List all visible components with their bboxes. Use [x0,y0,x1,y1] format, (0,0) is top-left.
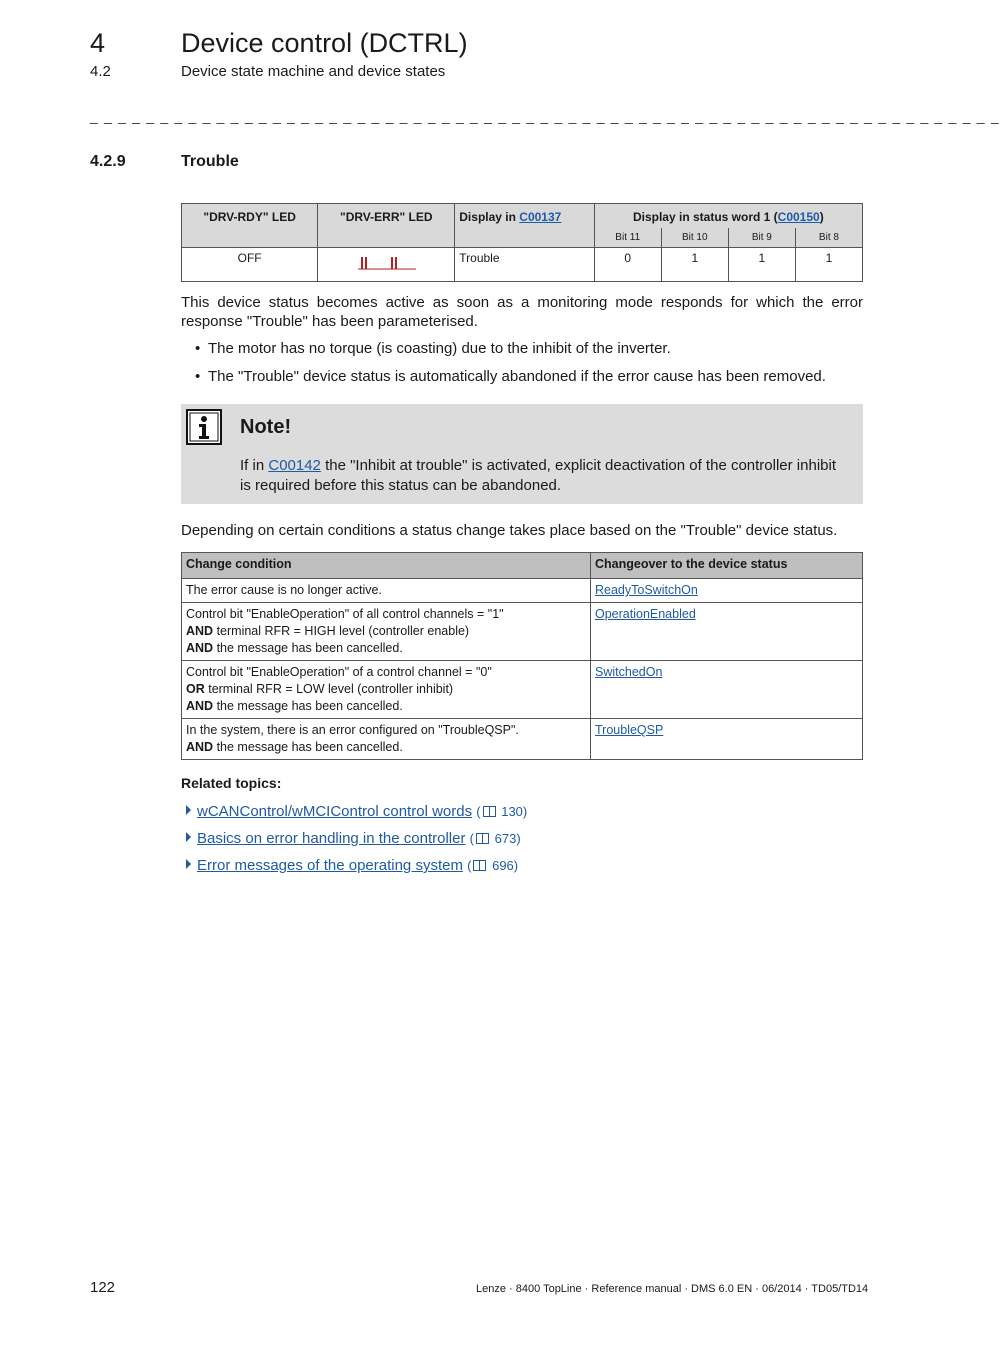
header-display [455,204,594,248]
led-blink-icon [318,248,454,278]
condition-text: terminal RFR = LOW level (controller inhibit) [204,682,454,696]
condition-keyword: AND [186,699,214,713]
table-row [182,661,863,719]
bit-9-value: 1 [728,248,795,282]
target-status-cell [591,719,863,760]
change-condition-cell [182,661,591,719]
footer-page-number: 122 [90,1279,116,1296]
page-ref[interactable]: ( 696) [467,858,519,873]
header-change-condition: Change condition [182,553,591,579]
c00137-link[interactable]: C00137 [519,210,562,224]
note-text-suffix: the "Inhibit at trouble" is activated, explicit deactivation of the controller inhibit is required before this status can be abandoned. [240,457,837,494]
header-drv-rdy: "DRV-RDY" LED [182,204,318,248]
bullet-text: The "Trouble" device status is automatically abandoned if the error cause has been removed. [208,368,826,385]
target-status-link[interactable]: TroubleQSP [595,723,664,737]
condition-line [186,640,586,657]
condition-keyword: AND [186,624,214,638]
section-number: 4.2 [90,63,111,80]
arrow-right-icon [186,859,191,869]
condition-text: the message has been cancelled. [213,699,403,713]
device-status-table [181,203,863,282]
condition-line [186,698,586,715]
related-link[interactable]: Error messages of the operating system [197,857,463,874]
chapter-title: Device control (DCTRL) [181,28,468,58]
bit-8-value: 1 [795,248,862,282]
bit-10-header: Bit 10 [661,228,728,248]
footer-text: Lenze · 8400 TopLine · Reference manual · DMS 6.0 EN · 06/2014 · TD05/TD14 [476,1283,869,1295]
related-link[interactable]: Basics on error handling in the controller [197,830,466,847]
related-link-item[interactable] [186,857,518,874]
bit-10-value: 1 [661,248,728,282]
page-number: 696 [492,858,514,873]
condition-text: the message has been cancelled. [213,740,403,754]
condition-text: Control bit "EnableOperation" of all control channels = "1" [186,607,504,621]
related-link-item[interactable] [186,803,527,820]
condition-keyword: OR [186,682,205,696]
target-status-cell [591,579,863,603]
c00142-link[interactable]: C00142 [268,457,321,474]
header-status-word [594,204,862,228]
intro-paragraph: This device status becomes active as soon as a monitoring mode responds for which the error response "Trouble" has been parameterised. [181,294,863,330]
related-link[interactable]: wCANControl/wMCIControl control words [197,803,473,820]
condition-text: Control bit "EnableOperation" of a control channel = "0" [186,665,492,679]
table-row [182,603,863,661]
change-condition-cell [182,719,591,760]
change-condition-cell [182,603,591,661]
header-display-label: Display in [459,210,520,224]
subsection-number: 4.2.9 [90,153,126,170]
change-condition-table [181,552,863,760]
header-status-word-label: Display in status word 1 ( [632,210,778,224]
book-icon [476,833,489,844]
condition-line [186,664,586,681]
condition-text: the message has been cancelled. [213,641,403,655]
note-text [240,456,850,496]
condition-text: In the system, there is an error configured on "TroubleQSP". [186,723,519,737]
condition-keyword: AND [186,740,214,754]
info-icon [186,409,222,445]
target-status-cell [591,661,863,719]
target-status-link[interactable]: OperationEnabled [595,607,696,621]
page-number: 130 [501,804,523,819]
related-topics-title: Related topics: [181,775,282,791]
bullet-text: The motor has no torque (is coasting) due to the inhibit of the inverter. [208,340,671,357]
table-row [182,719,863,760]
condition-line [186,739,586,756]
note-title: Note! [240,416,292,438]
bit-8-header: Bit 8 [795,228,862,248]
book-icon [473,860,486,871]
change-condition-cell [182,579,591,603]
subsection-title: Trouble [181,153,239,170]
bit-11-header: Bit 11 [594,228,661,248]
display-value: Trouble [455,248,594,282]
condition-line [186,606,586,623]
bullet-dot: • [195,368,201,385]
note-box [181,404,863,504]
target-status-link[interactable]: SwitchedOn [595,665,663,679]
arrow-right-icon [186,805,191,815]
drv-err-blink-pattern [318,248,455,282]
condition-line [186,582,586,599]
condition-text: terminal RFR = HIGH level (controller enable) [213,624,470,638]
header-separator: _ _ _ _ _ _ _ _ _ _ _ _ _ _ _ _ _ _ _ _ _ _ _ _ _ _ _ _ _ _ _ _ _ _ _ _ _ _ _ _ _ _ _ _ _ _ _ _ _ _ _ _ _ _ _ _ _ _ _ _ _ _ _ _ _ [90,108,1000,124]
page-number: 673 [494,831,517,846]
condition-keyword: AND [186,641,214,655]
note-text-prefix: If in [240,457,269,474]
c00150-link[interactable]: C00150 [777,210,820,224]
page-ref[interactable]: ( 130) [476,804,528,819]
condition-text: The error cause is no longer active. [186,583,382,597]
header-changeover: Changeover to the device status [591,553,863,579]
bullet-dot: • [195,340,201,357]
condition-line [186,681,586,698]
chapter-number: 4 [90,28,106,58]
related-link-item[interactable] [186,830,521,847]
target-status-cell [591,603,863,661]
drv-rdy-value: OFF [182,248,318,282]
target-status-link[interactable]: ReadyToSwitchOn [595,583,698,597]
book-icon [483,806,496,817]
bit-9-header: Bit 9 [728,228,795,248]
header-drv-err: "DRV-ERR" LED [318,204,455,248]
table-row [182,579,863,603]
section-title: Device state machine and device states [181,63,446,80]
condition-line [186,722,586,739]
condition-line [186,623,586,640]
transition-paragraph: Depending on certain conditions a status change takes place based on the "Trouble" device status. [181,522,838,539]
arrow-right-icon [186,832,191,842]
bit-11-value: 0 [594,248,661,282]
page-ref[interactable]: ( 673) [469,831,521,846]
header-status-word-close: ) [819,210,824,224]
